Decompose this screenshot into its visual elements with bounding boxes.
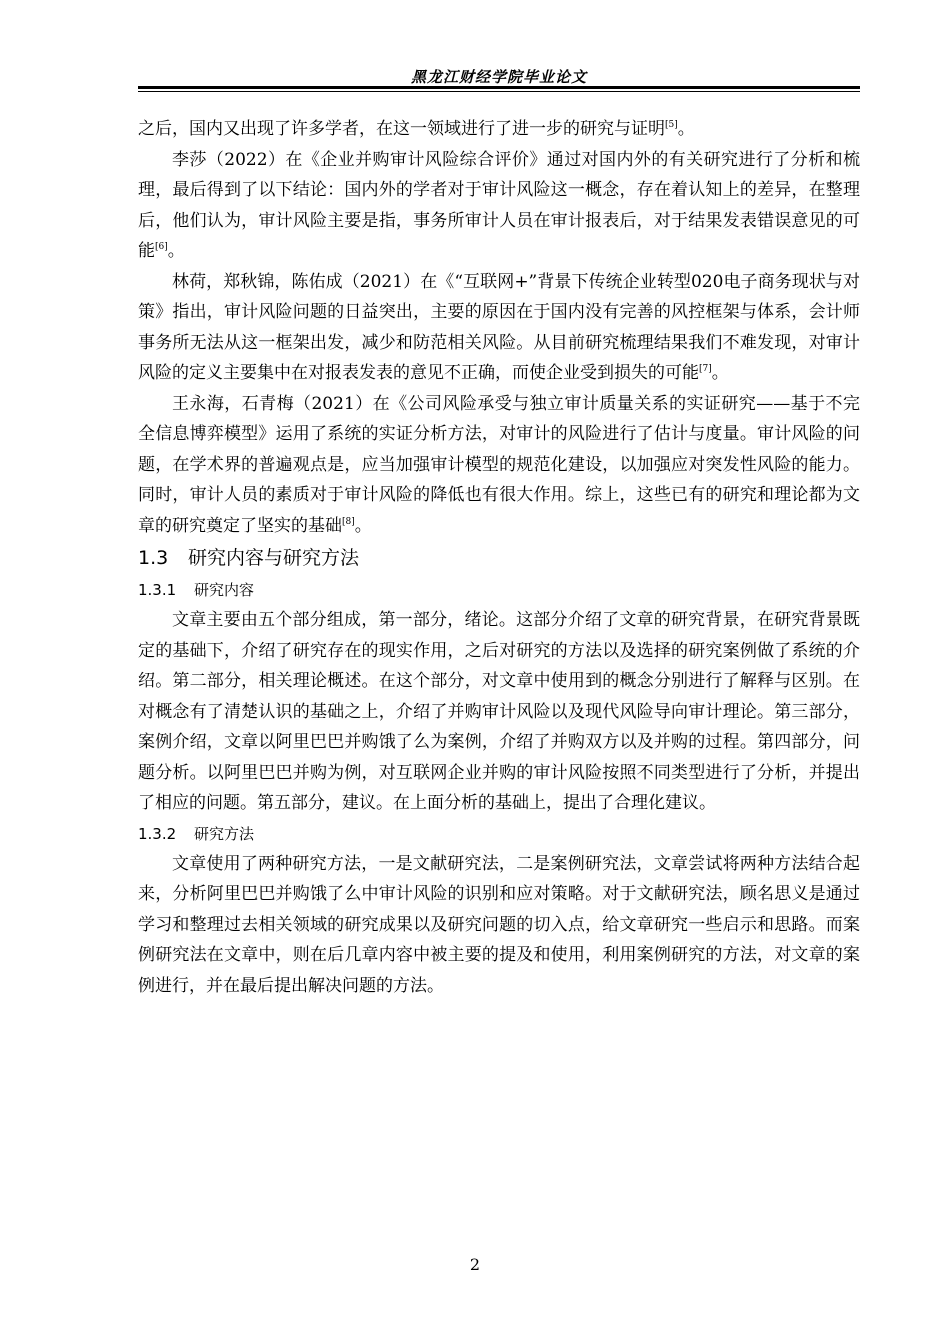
- section-heading: [138, 541, 860, 575]
- paragraph: 王永海，石青梅（2021）在《公司风险承受与独立审计质量关系的实证研究——基于不完全信息博弈模型》运用了系统的实证分析方法，对审计的风险进行了估计与度量。审计风险的问题，在学术界的普遍观点是，应当加强审计模型的规范化建设，以加强应对突发性风险的能力。同时，审计人员的素质对于审计风险的降低也有很大作用。综上，这些已有的研究和理论都为文章的研究奠定了坚实的基础[8]。: [138, 393, 860, 536]
- paragraph: 文章主要由五个部分组成，第一部分，绪论。这部分介绍了文章的研究背景，在研究背景既定的基础下，介绍了研究存在的现实作用，之后对研究的方法以及选择的研究案例做了系统的介绍。第二部分，相关理论概述。在这个部分，对文章中使用到的概念分别进行了解释与区别。在对概念有了清楚认识的基础之上，介绍了并购审计风险以及现代风险导向审计理论。第三部分，案例介绍，文章以阿里巴巴并购饿了么为案例，介绍了并购双方以及并购的过程。第四部分，问题分析。以阿里巴巴并购为例，对互联网企业并购的审计风险按照不同类型进行了分析，并提出了相应的问题。第五部分，建议。在上面分析的基础上，提出了合理化建议。: [138, 610, 860, 813]
- subsection-number: 1.3.1: [138, 581, 177, 599]
- subsection-title: 研究方法: [194, 824, 255, 843]
- header-title: 黑龙江财经学院毕业论文: [410, 68, 587, 86]
- subsection-heading: [138, 819, 860, 849]
- section-number: 1.3: [138, 547, 169, 569]
- paragraph: 林荷，郑秋锦，陈佑成（2021）在《“互联网+”背景下传统企业转型020电子商务现状与对策》指出，审计风险问题的日益突出，主要的原因在于国内没有完善的风控框架与体系，会计师事务所无法从这一框架出发，减少和防范相关风险。从目前研究梳理结果我们不难发现，对审计风险的定义主要集中在对报表发表的意见不正确，而使企业受到损失的可能[7]。: [138, 271, 860, 383]
- citation: [7]: [699, 364, 712, 374]
- paragraph: 之后，国内又出现了许多学者，在这一领域进行了进一步的研究与证明[5]。: [138, 119, 695, 139]
- header-rule-thick: [138, 86, 860, 89]
- citation: [6]: [155, 242, 168, 252]
- paragraph: 文章使用了两种研究方法，一是文献研究法，二是案例研究法，文章尝试将两种方法结合起来，分析阿里巴巴并购饿了么中审计风险的识别和应对策略。对于文献研究法，顾名思义是通过学习和整理过去相关领域的研究成果以及研究问题的切入点，给文章研究一些启示和思路。而案例研究法在文章中，则在后几章内容中被主要的提及和使用，利用案例研究的方法，对文章的案例进行，并在最后提出解决问题的方法。: [138, 853, 860, 996]
- citation: [8]: [342, 516, 355, 527]
- page-header: [138, 66, 860, 87]
- document-body: [138, 114, 860, 1001]
- page-number: 2: [469, 1255, 481, 1274]
- citation: [5]: [665, 120, 678, 130]
- subsection-title: 研究内容: [194, 581, 255, 599]
- section-title: 研究内容与研究方法: [188, 547, 360, 569]
- subsection-heading: [138, 575, 860, 605]
- header-rule-thin: [138, 91, 860, 92]
- subsection-number: 1.3.2: [138, 824, 177, 843]
- paragraph: 李莎（2022）在《企业并购审计风险综合评价》通过对国内外的有关研究进行了分析和梳理，最后得到了以下结论：国内外的学者对于审计风险这一概念，存在着认知上的差异，在整理后，他们认为，审计风险主要是指，事务所审计人员在审计报表后，对于结果发表错误意见的可能[6]。: [138, 149, 860, 261]
